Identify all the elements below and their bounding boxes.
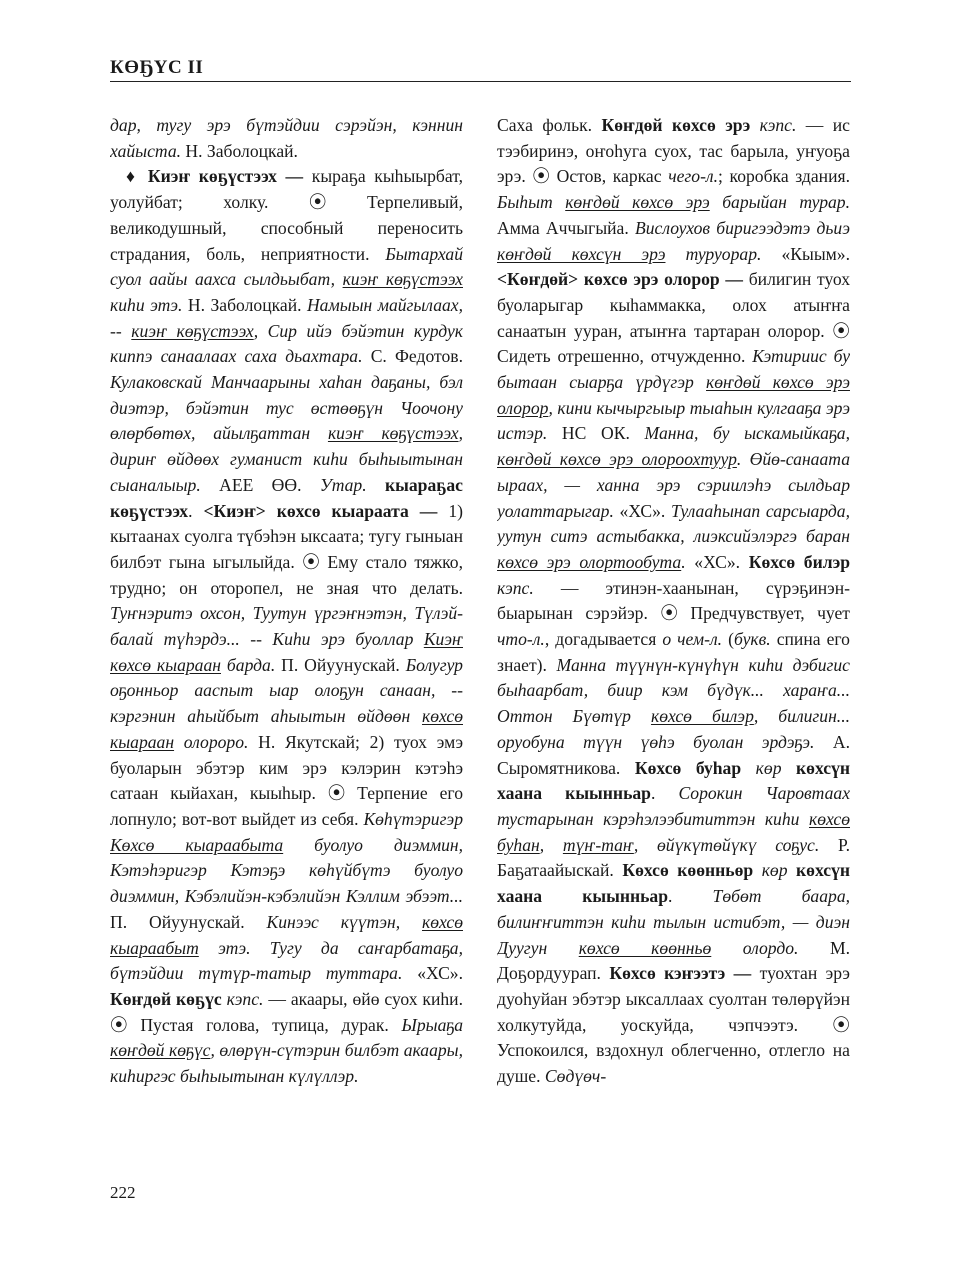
headword: Көҥдөй көҕүс [110, 988, 222, 1009]
entry-paragraph [110, 113, 463, 164]
entry-text: билигин туох буоларыгар кыһаммакка, олох атыҥҥа санаатын ууран, атыҥҥа тартаран олорор. ⦿ Сидеть отрешенно, отчужденно. [497, 269, 850, 367]
entry-text: — акаары, өйө суох киһи. ⦿ Пустая голова, тупица, дурак. [110, 988, 463, 1035]
headword: <Көҥдөй> көхсө эрэ олорор — [497, 269, 743, 290]
entry-text: чего-л. [668, 166, 718, 187]
entry-text: С. Федотов. [362, 346, 463, 367]
entry-text: — этинэн-хаанынан, сүрэҕинэн-быарынан сэрэйэр. ⦿ Предчувствует, чует [497, 577, 850, 624]
entry-text: буолуо диэммин, Кэтэһэригэр Кэтэҕэ көһүйбүтэ буолуо диэммин, Кэбэлийэн-кэбэлийэн Кэллим эбээт... [110, 834, 463, 907]
headword: Көхсө көөнньөр [622, 860, 754, 881]
example-phrase: көҥдөй көхсө эрэ [565, 192, 710, 213]
entry-text: ; коробка здания. [718, 166, 850, 187]
entry-text: М. Доҕордуурап. [497, 937, 850, 984]
example-phrase: көҥдөй көҕүс [110, 1040, 211, 1061]
entry-text: Р. Баҕатаайыскай. [497, 834, 850, 881]
entry-text: ( [722, 629, 734, 650]
headword: Көхсө билэр [748, 551, 850, 572]
example-phrase: көхсө эрэ олортообута [497, 551, 682, 572]
entry-text: . [668, 886, 713, 907]
entry-text: «ХС». [402, 963, 463, 984]
headword: кыараҕас көҕүстээх [110, 474, 463, 521]
entry-text: о чем-л. [662, 629, 723, 650]
entry-text: этэ. Тугу да саҥарбатаҕа, бүтэйдии түтүр-татыр туттара. [110, 937, 463, 984]
example-phrase: киэҥ көҕүстээх [131, 320, 254, 341]
entry-text: что-л. [497, 629, 545, 650]
example-phrase: көхсө кыараан [110, 706, 463, 752]
entry-text: Сорокин Чаровтаах тустарынан кэрэһэлээбититтэн киһи [497, 783, 850, 829]
example-phrase: көхсө көөнньө [578, 937, 712, 958]
example-phrase: киэҥ көҕүстээх [342, 269, 463, 290]
entry-text: «ХС». [613, 500, 671, 521]
entry-text: Утар. [319, 474, 367, 495]
example-phrase: көхсө билэр [650, 706, 754, 727]
entry-text: А. Сыромятникова. [497, 731, 850, 778]
entry-text: Саха фольк. [497, 115, 602, 135]
example-phrase: көҥдөй көхсүн эрэ [497, 243, 666, 264]
entry-text: — ис тээбиринэ, оҥоһуга суох, тас барыла, уҥуоҕа эрэ. ⦿ Остов, каркас [497, 115, 850, 187]
entry-text: . Өйө-санаата ыраах, — ханна эрэ сэриилэһэ сылдьар уолаттарыгар. [497, 449, 850, 521]
entry-text: кэпс. [759, 115, 797, 135]
entry-text [741, 758, 756, 778]
entry-text: Бытархай суол аайы аахса сылдьыбат, [110, 243, 463, 290]
entry-text: Кулаковскай Манчаарыны хаһан даҕаны, бэл диэтэр, бэйэтин тус өстөөҕүн Чоочону өлөрбөтөх, айылҕаттан [110, 372, 463, 444]
entry-text: . [188, 500, 204, 521]
entry-text: Манна, бу ыскамыйкаҕа, [644, 423, 850, 444]
entry-text: көр [755, 757, 782, 778]
entry-text: Вислоухов биригээдэтэ дьиэ [634, 217, 850, 238]
headword: көхсүн хаана кыынньар [497, 757, 850, 804]
headword: Көхсө буһар [634, 757, 742, 778]
entry-text: , Сир ийэ бэйэтин курдук киппэ санаалаах саха дьахтара. [110, 320, 463, 367]
right-column [497, 113, 850, 1175]
entry-text: Быһыт [497, 192, 566, 213]
headword: Көхсө кэҥээтэ — [609, 963, 752, 984]
entry-paragraph [110, 164, 463, 1089]
entry-text [788, 860, 797, 880]
entry-text: Көһүтэригэр [363, 808, 463, 829]
example-phrase: киэҥ көҕүстээх [327, 423, 459, 444]
headword: ♦ Киэҥ көҕүстээх — [126, 166, 304, 187]
entry-text: Н. Заболоцкай. [181, 140, 298, 161]
entry-text: кэпс. [226, 988, 264, 1009]
entry-text: Туҥнэритэ охсон, Туутун үргэҥнэтэн, Түлэй-балай түһэрдэ... -- Киһи эрэ буоллар [110, 603, 463, 650]
entry-text: кэпс. [497, 577, 534, 598]
entry-text: көр [761, 860, 788, 881]
entry-text: , догадывается [544, 629, 663, 650]
entry-text: Ырыаҕа [401, 1014, 463, 1035]
headword: көхсүн хаана кыынньар [497, 860, 850, 907]
entry-text: «Кыым». [761, 243, 850, 264]
example-phrase: көхсө буһан [497, 808, 850, 855]
entry-text: НС ОК. [547, 423, 645, 444]
entry-text [750, 115, 759, 135]
example-phrase: Көхсө кыараабыта [110, 834, 284, 855]
entry-text: Сөдүөч- [544, 1066, 607, 1087]
entry-text: , кини кычыргыыр тыаһын кулгааҕа эрэ истэр. [497, 397, 850, 444]
entry-text: туохтан эрэ дуоһуйан эбэтэр ыксаллаах суолтан төлөрүйэн холкутуйда, уоскуйда, чэпчээтэ. ⦿ Успокоился, вздохнул облегченно, отлегло на душе. [497, 963, 850, 1087]
entry-text: Тулааһынап сарсыарда, уутун ситэ астыбакка, лиэксийэлэргэ баран [497, 500, 850, 547]
entry-text: П. Ойуунускай. [110, 911, 267, 932]
example-phrase: Киэҥ көхсө кыараан [110, 629, 463, 675]
running-header: КӨҔҮС II [110, 57, 204, 78]
left-column [110, 113, 463, 1175]
entry-text [782, 758, 797, 778]
entry-text: . [650, 783, 679, 804]
entry-text: . [681, 551, 686, 572]
entry-text: , [539, 834, 563, 855]
entry-text: Н. Якутскай; 2) туох эмэ буоларын эбэтэр ким эрэ кэлэрин кэтэһэ сатаан кыйахан, кыыһыр. ⦿ Терпение его лопнуло; вот-вот выйдет из себя. [110, 731, 463, 829]
headword: <Киэҥ> көхсө кыараата — [203, 500, 438, 521]
entry-text: барыйан турар. [709, 192, 850, 213]
entry-text: АЕЕ ӨӨ. [200, 474, 320, 495]
entry-text: 1) кытаанах суолга түбэһэн ыксаата; тугу гыныан билбэт гына ыгылыйда. ⦿ Ему стало тяжко, трудно; он оторопел, не зная что делать. [110, 500, 463, 598]
page-number: 222 [110, 1183, 136, 1202]
headword: Көҥдөй көхсө эрэ [601, 115, 751, 135]
entry-text: Кинээс күүтэн, [266, 911, 422, 932]
entry-text: букв. [733, 629, 771, 650]
entry-text: Кэтириис бу бытаан сыарҕа үрдүгэр [497, 346, 850, 393]
entry-text: , билигин... оруобуна түүн үөһэ буолан эрдэҕэ. [497, 706, 850, 752]
entry-text: кыраҕа кыһыырбат, уолуйбат; холку. ⦿ Терпеливый, великодушный, способный переносить страдания, боль, неприятности. [110, 166, 463, 264]
example-phrase: көҥдөй көхсө эрэ олороохтуур [497, 449, 737, 470]
example-phrase: түҥ-таҥ [562, 834, 634, 855]
entry-text: туруорар. [665, 243, 762, 264]
entry-text: барда. [221, 654, 276, 675]
entry-text: Намыын майгылаах, -- [110, 294, 463, 341]
entry-text: , өлөрүн-сүтэрин билбэт акаары, киһиргэс быһыытынан күлүллэр. [110, 1040, 463, 1087]
entry-text: Төбөт баара, билиҥҥиттэн киһи тылын истибэт, — диэн Дуугун [497, 886, 850, 958]
entry-text: олордо. [711, 937, 799, 958]
entry-text: Амма Аччыгыйа. [497, 217, 635, 238]
entry-text: , өйүкүтөйүкү соҕус. [633, 834, 820, 855]
entry-text [753, 860, 762, 880]
entry-paragraph [497, 113, 850, 1090]
entry-text: киһи этэ. [110, 294, 183, 315]
entry-text: Н. Заболоцкай. [182, 294, 307, 315]
example-phrase: көҥдөй көхсө эрэ олорор [497, 372, 850, 418]
entry-text: «ХС». [685, 551, 749, 572]
example-phrase: көхсө кыараабыт [110, 911, 463, 958]
entry-text: олороро. [174, 731, 249, 752]
entry-text: Манна түүнүн-күнүһүн киһи дэбигис быһаарбат, биир кэм бүдүк... хараҥа... Оттон Бүөтүр [497, 654, 850, 727]
entry-text: Болугур оҕонньор ааспыт ыар олоҕун санаан, -- кэргэнин аһыйбыт аһыытын өйдөөн [110, 654, 463, 727]
entry-text: , дириҥ өйдөөх гуманист киһи быһыытынан сыаналыыр. [110, 423, 463, 495]
header-rule [110, 81, 851, 82]
entry-text: П. Ойуунускай. [275, 654, 406, 675]
entry-text: дар, тугу эрэ бүтэйдии сэрэйэн, кэннин хайыста. [110, 115, 463, 161]
entry-text: спина его знает). [497, 629, 850, 675]
